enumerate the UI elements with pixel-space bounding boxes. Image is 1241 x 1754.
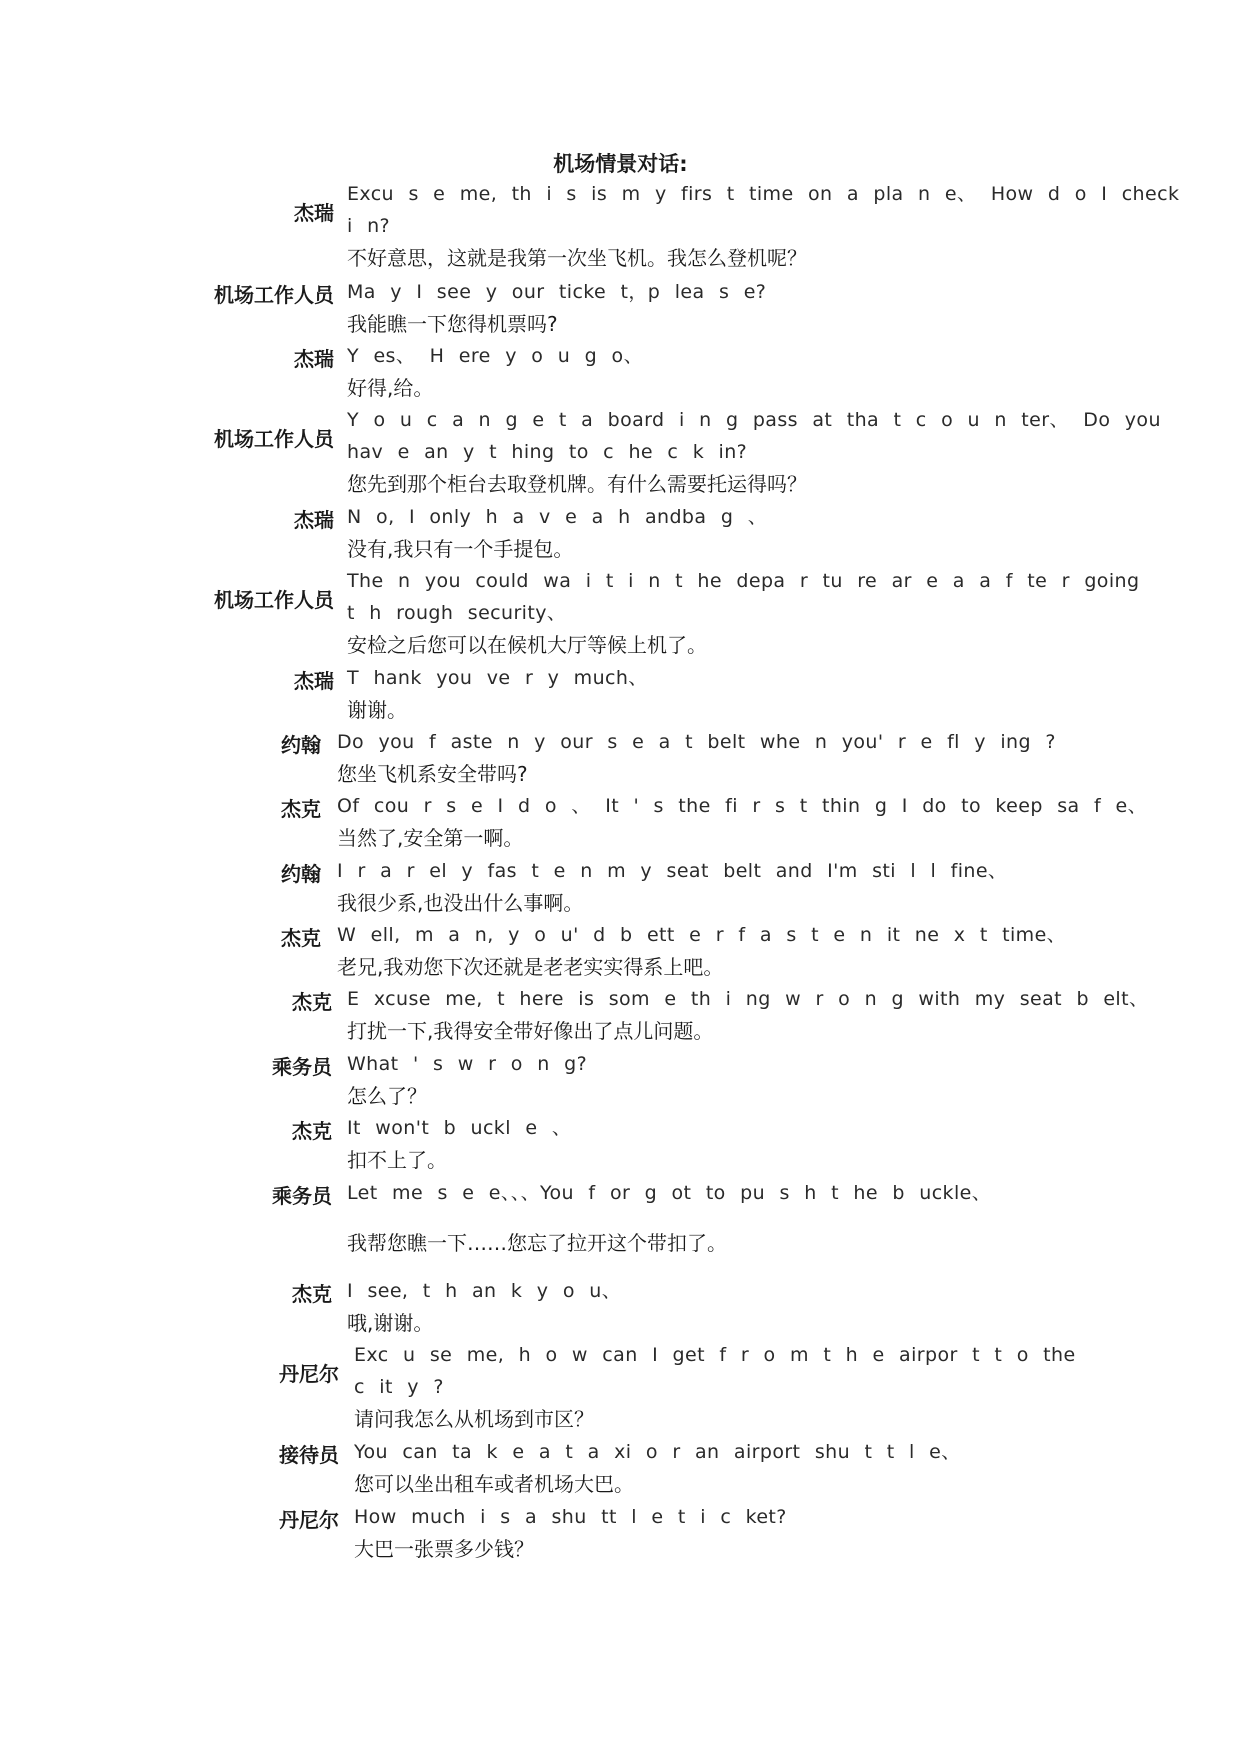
english-line: Do you f aste n y our s e a t belt whe n you' r e fl y ing ?: [337, 731, 1056, 753]
english-line: It won't b uckl e 、: [347, 1117, 572, 1139]
english-line: I r a r el y fas t e n m y seat belt and I'm sti l l fine、: [337, 860, 1008, 882]
chinese-line: 我很少系,也没出什么事啊。: [337, 891, 584, 915]
chinese-line: 怎么了？: [347, 1084, 427, 1108]
speaker-label: 机场工作人员: [214, 427, 334, 451]
dialogue-lines: [347, 1112, 1067, 1176]
speaker-label: 杰瑞: [294, 201, 334, 225]
speaker-label: 杰瑞: [294, 347, 334, 371]
dialogue-lines: [354, 1339, 1074, 1435]
speaker-label: 接待员: [279, 1443, 339, 1467]
english-line: E xcuse me, t here is som e th i ng w r o n g with my seat b elt、: [347, 988, 1149, 1010]
speaker-label: 约翰: [281, 862, 321, 886]
speaker-label: 杰克: [281, 797, 321, 821]
dialogue-lines: [347, 565, 1140, 661]
chinese-line: 扣不上了。: [347, 1148, 447, 1172]
english-line: Let me s e e、、、You f or g ot to pu s h t he b uckle、: [347, 1182, 992, 1204]
dialogue-lines: [347, 340, 1067, 404]
chinese-line: 没有,我只有一个手提包。: [347, 537, 574, 561]
speaker-label: 丹尼尔: [279, 1508, 339, 1532]
dialogue-lines: [347, 404, 1161, 500]
speaker-label: 杰克: [281, 926, 321, 950]
speaker-label: 乘务员: [272, 1184, 332, 1208]
chinese-line: 谢谢。: [347, 698, 407, 722]
chinese-line: 当然了,安全第一啊。: [337, 826, 524, 850]
dialogue-lines: [347, 501, 1067, 565]
dialogue-lines: [337, 855, 1057, 919]
speaker-label: 杰克: [292, 990, 332, 1014]
speaker-label: 杰瑞: [294, 508, 334, 532]
english-line: Exc u se me, h o w can I get f r o m t h e airpor t t o the: [354, 1344, 1076, 1366]
speaker-label: 丹尼尔: [279, 1362, 339, 1386]
chinese-line: 打扰一下,我得安全带好像出了点儿问题。: [347, 1019, 714, 1043]
english-line: Excu s e me, th i s is m y firs t time on a pla n e、 How d o I check: [347, 183, 1180, 205]
chinese-line: 请问我怎么从机场到市区？: [354, 1407, 594, 1431]
dialogue-lines: [354, 1436, 1074, 1500]
chinese-line: 老兄,我劝您下次还就是老老实实得系上吧。: [337, 955, 724, 979]
dialogue-lines: [347, 178, 1180, 274]
dialogue-lines: [337, 919, 1067, 983]
chinese-line: 不好意思，这就是我第一次坐飞机。我怎么登机呢？: [347, 246, 807, 270]
english-line: How much i s a shu tt l e t i c ket?: [354, 1506, 787, 1528]
english-line: What ' s w r o n g?: [347, 1053, 588, 1075]
speaker-label: 乘务员: [272, 1055, 332, 1079]
english-line: Ma y I see y our ticke t，p lea s e?: [347, 281, 767, 303]
chinese-line: 您先到那个柜台去取登机牌。有什么需要托运得吗？: [347, 472, 807, 496]
speaker-label: 杰克: [292, 1282, 332, 1306]
dialogue-lines: [347, 276, 1067, 340]
english-line: Of cou r s e I d o 、 It ' s the fi r s t thin g I do to keep sa f e、: [337, 795, 1148, 817]
dialogue-lines: [347, 1177, 1067, 1259]
dialogue-lines: [347, 983, 1149, 1047]
english-line: hav e an y t hing to c he c k in?: [347, 441, 748, 463]
speaker-label: 约翰: [281, 733, 321, 757]
english-line: i n?: [347, 215, 391, 237]
speaker-label: 杰克: [292, 1119, 332, 1143]
english-line: Y es、 H ere y o u g o、: [347, 345, 643, 367]
chinese-line: 我能瞧一下您得机票吗?: [347, 312, 558, 336]
english-line: Y o u c a n g e t a board i n g pass at tha t c o u n ter、 Do you: [347, 409, 1161, 431]
english-line: You can ta k e a t a xi o r an airport shu t t l e、: [354, 1441, 961, 1463]
english-line: t h rough security、: [347, 602, 567, 624]
english-line: T hank you ve r y much、: [347, 667, 648, 689]
dialogue-lines: [347, 1048, 1067, 1112]
english-line: N o, I only h a v e a h andba g 、: [347, 506, 768, 528]
dialogue-lines: [354, 1501, 1074, 1565]
dialogue-lines: [347, 1275, 1067, 1339]
english-line: W ell, m a n, y o u' d b ett e r f a s t e n it ne x t time、: [337, 924, 1067, 946]
chinese-line: 哦,谢谢。: [347, 1311, 434, 1335]
speaker-label: 杰瑞: [294, 669, 334, 693]
english-line: I see, t h an k y o u、: [347, 1280, 622, 1302]
chinese-line: 安检之后您可以在候机大厅等候上机了。: [347, 633, 707, 657]
chinese-line: 您可以坐出租车或者机场大巴。: [354, 1472, 634, 1496]
chinese-line: 我帮您瞧一下……您忘了拉开这个带扣了。: [347, 1231, 727, 1255]
page-title: 机场情景对话:: [553, 152, 688, 176]
chinese-line: 好得,给。: [347, 376, 434, 400]
speaker-label: 机场工作人员: [214, 588, 334, 612]
speaker-label: 机场工作人员: [214, 283, 334, 307]
chinese-line: 您坐飞机系安全带吗?: [337, 762, 528, 786]
english-line: c it y ?: [354, 1376, 444, 1398]
dialogue-lines: [347, 662, 1067, 726]
chinese-line: 大巴一张票多少钱？: [354, 1537, 534, 1561]
dialogue-lines: [337, 790, 1148, 854]
english-line: The n you could wa i t i n t he depa r tu re ar e a a f te r going: [347, 570, 1140, 592]
dialogue-lines: [337, 726, 1057, 790]
